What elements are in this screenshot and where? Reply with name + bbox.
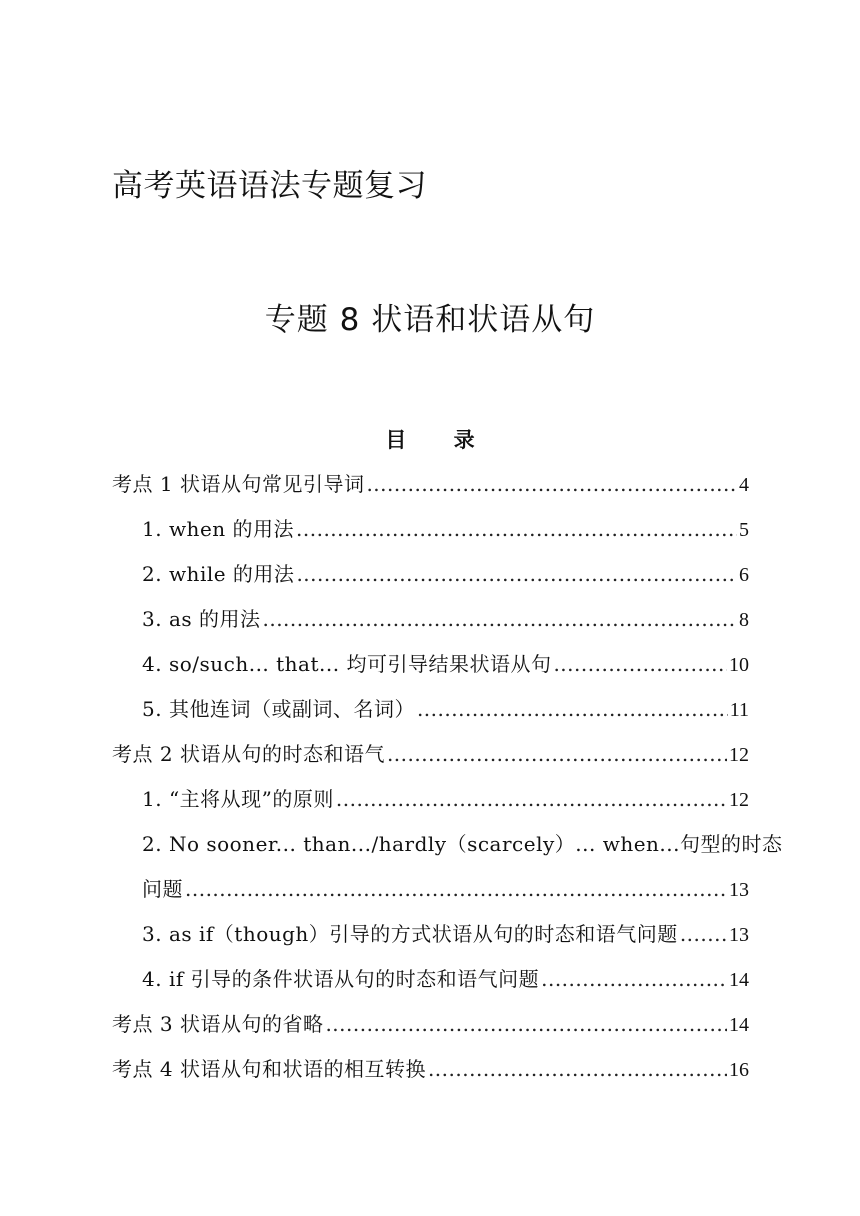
toc-page-number: 14	[729, 969, 749, 991]
dot-leader	[366, 462, 737, 507]
toc-page-number: 12	[729, 744, 749, 766]
toc-entry-line	[112, 867, 749, 912]
toc-entry-text: 2. while 的用法	[142, 562, 295, 586]
dot-leader	[680, 912, 727, 957]
toc-page-number: 13	[729, 924, 749, 946]
dot-leader	[185, 867, 727, 912]
toc-entry-text: 3. as 的用法	[142, 607, 261, 631]
toc-heading: 目 录	[385, 427, 495, 452]
toc-entry-text: 4. so/such... that... 均可引导结果状语从句	[142, 652, 552, 676]
toc-entry-text: 考点 2 状语从句的时态和语气	[112, 742, 385, 766]
dot-leader	[336, 777, 727, 822]
toc-entry-so-such-that[interactable]	[112, 642, 749, 687]
toc-entry-as[interactable]	[112, 597, 749, 642]
toc-entry-no-sooner-than[interactable]	[112, 822, 783, 912]
toc-entry-text: 句型的时态	[680, 832, 783, 856]
toc-entry-as-if-though[interactable]	[112, 912, 749, 957]
toc-entry-kaodian-2[interactable]	[112, 732, 749, 777]
toc-page-number: 5	[739, 519, 749, 541]
dot-leader	[428, 1047, 727, 1092]
series-title: 高考英语语法专题复习	[112, 168, 427, 204]
toc-entry-text: 5. 其他连词（或副词、名词）	[142, 697, 415, 721]
dot-leader	[553, 642, 727, 687]
toc-entry-when[interactable]	[112, 507, 749, 552]
toc-entry-text: 考点 3 状语从句的省略	[112, 1012, 324, 1036]
toc-entry-text: 1. when 的用法	[142, 517, 295, 541]
dot-leader	[541, 957, 727, 1002]
toc-entry-text: 问题	[142, 877, 183, 901]
toc-entry-if-conditional[interactable]	[112, 957, 749, 1002]
toc-entry-kaodian-1[interactable]	[112, 462, 749, 507]
toc-page-number: 8	[739, 609, 749, 631]
toc-entry-text: 4. if 引导的条件状语从句的时态和语气问题	[142, 967, 540, 991]
toc-entry-while[interactable]	[112, 552, 749, 597]
table-of-contents	[112, 462, 783, 1092]
dot-leader	[417, 687, 728, 732]
toc-entry-text: 考点 4 状语从句和状语的相互转换	[112, 1057, 426, 1081]
toc-entry-main-future-sub-present[interactable]	[112, 777, 749, 822]
toc-entry-text: 1. “主将从现”的原则	[142, 787, 334, 811]
toc-page-number: 14	[729, 1014, 749, 1036]
toc-entry-other-conjunctions[interactable]	[112, 687, 749, 732]
toc-entry-text: 3. as if（though）引导的方式状语从句的时态和语气问题	[142, 922, 678, 946]
toc-page-number: 13	[729, 879, 749, 901]
toc-entry-text: 考点 1 状语从句常见引导词	[112, 472, 365, 496]
dot-leader	[296, 552, 737, 597]
toc-entry-kaodian-4[interactable]	[112, 1047, 749, 1092]
dot-leader	[296, 507, 737, 552]
toc-page-number: 12	[729, 789, 749, 811]
toc-page-number: 10	[729, 654, 749, 676]
dot-leader	[325, 1002, 727, 1047]
toc-page-number: 6	[739, 564, 749, 586]
topic-title: 专题 8 状语和状语从句	[264, 302, 596, 338]
toc-entry-line	[112, 822, 783, 867]
toc-page-number: 4	[739, 474, 749, 496]
toc-entry-text: 2. No sooner... than.../hardly（scarcely）... when...	[142, 832, 680, 856]
toc-entry-kaodian-3[interactable]	[112, 1002, 749, 1047]
dot-leader	[387, 732, 727, 777]
dot-leader	[262, 597, 737, 642]
toc-page-number: 16	[729, 1059, 749, 1081]
toc-page-number: 11	[729, 699, 749, 721]
